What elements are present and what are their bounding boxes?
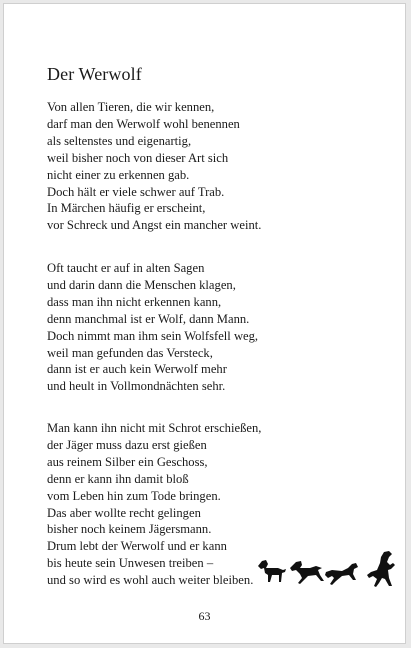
poem-line: Doch nimmt man ihm sein Wolfsfell weg, bbox=[47, 328, 259, 343]
poem-line: nicht einer zu erkennen gab. bbox=[47, 167, 190, 182]
poem-line: dann ist er auch kein Werwolf mehr bbox=[47, 362, 227, 377]
poem-line: Doch hält er viele schwer auf Trab. bbox=[47, 184, 225, 199]
poem-line: und so wird es wohl auch weiter bleiben. bbox=[47, 573, 254, 588]
poem-line: aus reinem Silber ein Geschoss, bbox=[47, 454, 208, 469]
poem-line: Man kann ihn nicht mit Schrot erschießen, bbox=[47, 421, 262, 435]
poem-line: und heult in Vollmondnächten sehr. bbox=[47, 379, 226, 394]
poem-line: denn er kann ihn damit bloß bbox=[47, 471, 189, 486]
horse-icon bbox=[290, 561, 324, 584]
stanza-1 bbox=[47, 99, 261, 234]
poem-line: In Märchen häufig er erscheint, bbox=[47, 201, 206, 216]
poem-line: dass man ihn nicht erkennen kann, bbox=[47, 294, 222, 309]
poem-line: weil man gefunden das Versteck, bbox=[47, 345, 213, 360]
poem-line: der Jäger muss dazu erst gießen bbox=[47, 437, 207, 452]
horse-icon bbox=[325, 563, 358, 585]
book-page bbox=[3, 3, 406, 644]
poem-line: bis heute sein Unwesen treiben – bbox=[47, 556, 214, 571]
horse-icon bbox=[367, 551, 395, 587]
poem-title: Der Werwolf bbox=[47, 64, 142, 84]
poem-line: darf man den Werwolf wohl benennen bbox=[47, 116, 240, 131]
poem-line: Das aber wollte recht gelingen bbox=[47, 505, 201, 520]
poem-line: als seltenstes und eigenartig, bbox=[47, 133, 192, 148]
horse-silhouettes-icon bbox=[252, 548, 402, 592]
poem-line: und darin dann die Menschen klagen, bbox=[47, 277, 236, 292]
poem-line: Von allen Tieren, die wir kennen, bbox=[47, 100, 215, 114]
poem-line: denn manchmal ist er Wolf, dann Mann. bbox=[47, 311, 250, 326]
poem-line: Drum lebt der Werwolf und er kann bbox=[47, 539, 227, 554]
horse-icon bbox=[258, 560, 286, 582]
page-number: 63 bbox=[198, 609, 211, 623]
stanza-2 bbox=[47, 260, 258, 395]
stanza-3 bbox=[47, 420, 261, 589]
poem-line: Oft taucht er auf in alten Sagen bbox=[47, 261, 205, 275]
poem-line: weil bisher noch von dieser Art sich bbox=[47, 150, 229, 165]
poem-line: bisher noch keinem Jägersmann. bbox=[47, 522, 212, 537]
poem-line: vom Leben hin zum Tode bringen. bbox=[47, 488, 221, 503]
poem-line: vor Schreck und Angst ein mancher weint. bbox=[47, 218, 262, 233]
